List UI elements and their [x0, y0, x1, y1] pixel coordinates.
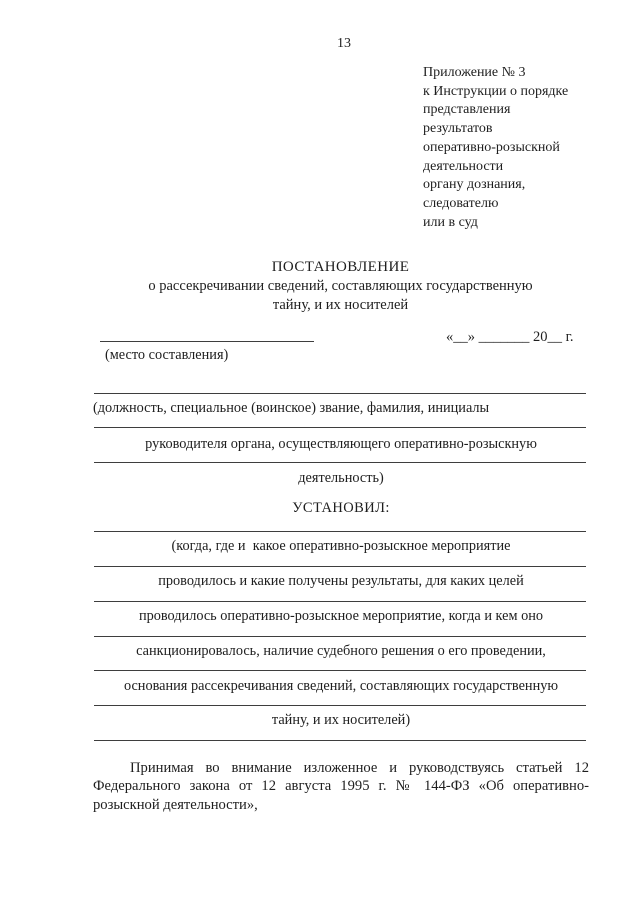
fill-in-rule	[94, 705, 586, 706]
fill-in-rule	[94, 531, 586, 532]
place-blank-line	[100, 341, 314, 342]
title-line: о рассекречивании сведений, составляющих государственную	[148, 278, 533, 294]
fill-in-rule	[94, 601, 586, 602]
title-line: ПОСТАНОВЛЕНИЕ	[271, 259, 410, 275]
resolution-heading: УСТАНОВИЛ:	[292, 500, 390, 516]
annex-block	[423, 64, 568, 232]
closing-line: розыскной деятельности»,	[93, 796, 258, 813]
closing-paragraph	[93, 759, 589, 814]
field-caption: тайну, и их носителей)	[271, 712, 411, 728]
field-caption: руководителя органа, осуществляющего оперативно-розыскную	[145, 436, 537, 452]
title-line: тайну, и их носителей	[272, 297, 409, 313]
field-caption: основания рассекречивания сведений, составляющих государственную	[123, 678, 559, 694]
annex-line: деятельности	[423, 158, 504, 174]
field-caption: деятельность)	[298, 470, 384, 486]
annex-line: Приложение № 3	[423, 65, 526, 80]
fill-in-rule	[94, 670, 586, 671]
annex-line: или в суд	[423, 214, 478, 230]
document-title	[93, 258, 588, 315]
fill-in-rule	[94, 636, 586, 637]
annex-line: органу дознания,	[423, 177, 526, 193]
annex-line: представления	[423, 102, 511, 118]
date-blank-field: «__» _______ 20__ г.	[446, 329, 574, 345]
annex-line: оперативно-розыскной	[423, 139, 560, 155]
field-caption: санкционировалось, наличие судебного решения о его проведении,	[136, 643, 546, 659]
place-caption: (место составления)	[105, 347, 229, 363]
annex-line: к Инструкции о порядке	[423, 83, 569, 99]
fill-in-rule	[94, 740, 586, 741]
fill-in-rule	[94, 566, 586, 567]
page-number: 13	[337, 36, 351, 51]
field-caption: проводилось и какие получены результаты, для каких целей	[158, 573, 524, 589]
fill-in-rule	[94, 462, 586, 463]
closing-line: Федерального закона от 12 августа 1995 г. № 144-ФЗ «Об оперативно-	[93, 778, 589, 795]
field-caption: (должность, специальное (воинское) звание, фамилия, инициалы	[93, 400, 490, 416]
annex-line: результатов	[423, 121, 493, 137]
fill-in-rule	[94, 427, 586, 428]
field-caption: проводилось оперативно-розыскное мероприятие, когда и кем оно	[138, 608, 544, 624]
field-caption: (когда, где и какое оперативно-розыскное мероприятие	[171, 538, 511, 554]
annex-line: следователю	[423, 195, 499, 211]
fill-in-rule	[94, 393, 586, 394]
closing-line: Принимая во внимание изложенное и руководствуясь статьей 12	[130, 760, 589, 776]
